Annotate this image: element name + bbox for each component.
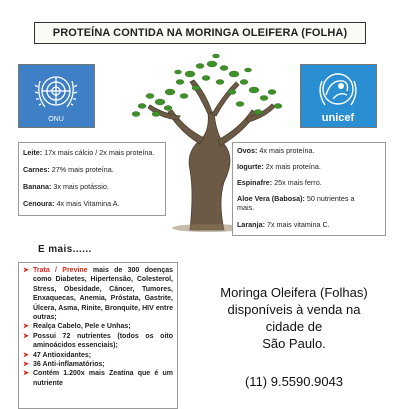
arrow-bullet-icon: ➤ xyxy=(23,332,29,340)
comparison-box-right xyxy=(232,142,386,236)
e-mais-heading: E mais...... xyxy=(38,244,92,255)
phone-number: (11) 9.5590.9043 xyxy=(244,374,344,389)
list-item: ➤ 36 Anti-inflamatórios; xyxy=(23,361,105,369)
arrow-bullet-icon: ➤ xyxy=(23,267,29,274)
svg-text:ONU: ONU xyxy=(48,116,64,123)
info-line: São Paulo. xyxy=(262,336,326,351)
unicef-emblem-icon xyxy=(301,65,376,127)
list-item: ➤ Realça Cabelo, Pele e Unhas; xyxy=(23,323,131,331)
comparison-item: Iogurte: 2x mais proteína. xyxy=(237,162,321,171)
comparison-box-left xyxy=(18,142,166,216)
comparison-item-continuation: mais. xyxy=(237,203,255,212)
unicef-logo xyxy=(300,64,377,128)
comparison-item: Leite: 17x mais cálcio / 2x mais proteína. xyxy=(23,148,155,157)
benefits-list xyxy=(18,262,178,409)
arrow-bullet-icon: ➤ xyxy=(23,361,29,369)
comparison-item: Aloe Vera (Babosa): 50 nutrientes a xyxy=(237,194,355,203)
svg-text:unicef: unicef xyxy=(321,112,355,124)
comparison-item: Laranja: 7x mais vitamina C. xyxy=(237,220,330,229)
arrow-bullet-icon: ➤ xyxy=(23,370,29,378)
un-logo xyxy=(18,64,95,128)
list-item: ➤ 47 Antioxidantes; xyxy=(23,351,92,359)
info-line: disponíveis à venda na xyxy=(227,302,361,317)
comparison-item: Carnes: 27% mais proteína. xyxy=(23,165,114,174)
un-emblem-icon xyxy=(19,65,94,127)
info-line: Moringa Oleifera (Folhas) xyxy=(220,285,368,300)
list-item: ➤ Trata / Previne mais de 300 doenças como Diabetes, Hipertensão, Colesterol, Stress, Obesidade, Câncer, Tumores, Enxaquecas, Anemia, Próstata, Gastrite, Úlcera, Asma, Rinite, Bronquite, HIV entre outras; xyxy=(23,267,173,322)
availability-info xyxy=(196,284,392,352)
list-item: ➤ Possui 72 nutrientes (todos os oito aminoácidos essenciais); xyxy=(23,332,173,350)
arrow-bullet-icon: ➤ xyxy=(23,323,29,331)
arrow-bullet-icon: ➤ xyxy=(23,351,29,359)
comparison-item: Banana: 3x mais potássio. xyxy=(23,182,109,191)
page-title: PROTEÍNA CONTIDA NA MORINGA OLEIFERA (FOLHA) xyxy=(34,22,366,44)
comparison-item: Ovos: 4x mais proteína. xyxy=(237,146,315,155)
list-item: ➤ Contém 1.200x mais Zeatina que é um nutriente xyxy=(23,370,173,387)
comparison-item: Cenoura: 4x mais Vitamina A. xyxy=(23,199,120,208)
comparison-item: Espinafre: 25x mais ferro. xyxy=(237,178,322,187)
info-line: cidade de xyxy=(265,319,323,334)
